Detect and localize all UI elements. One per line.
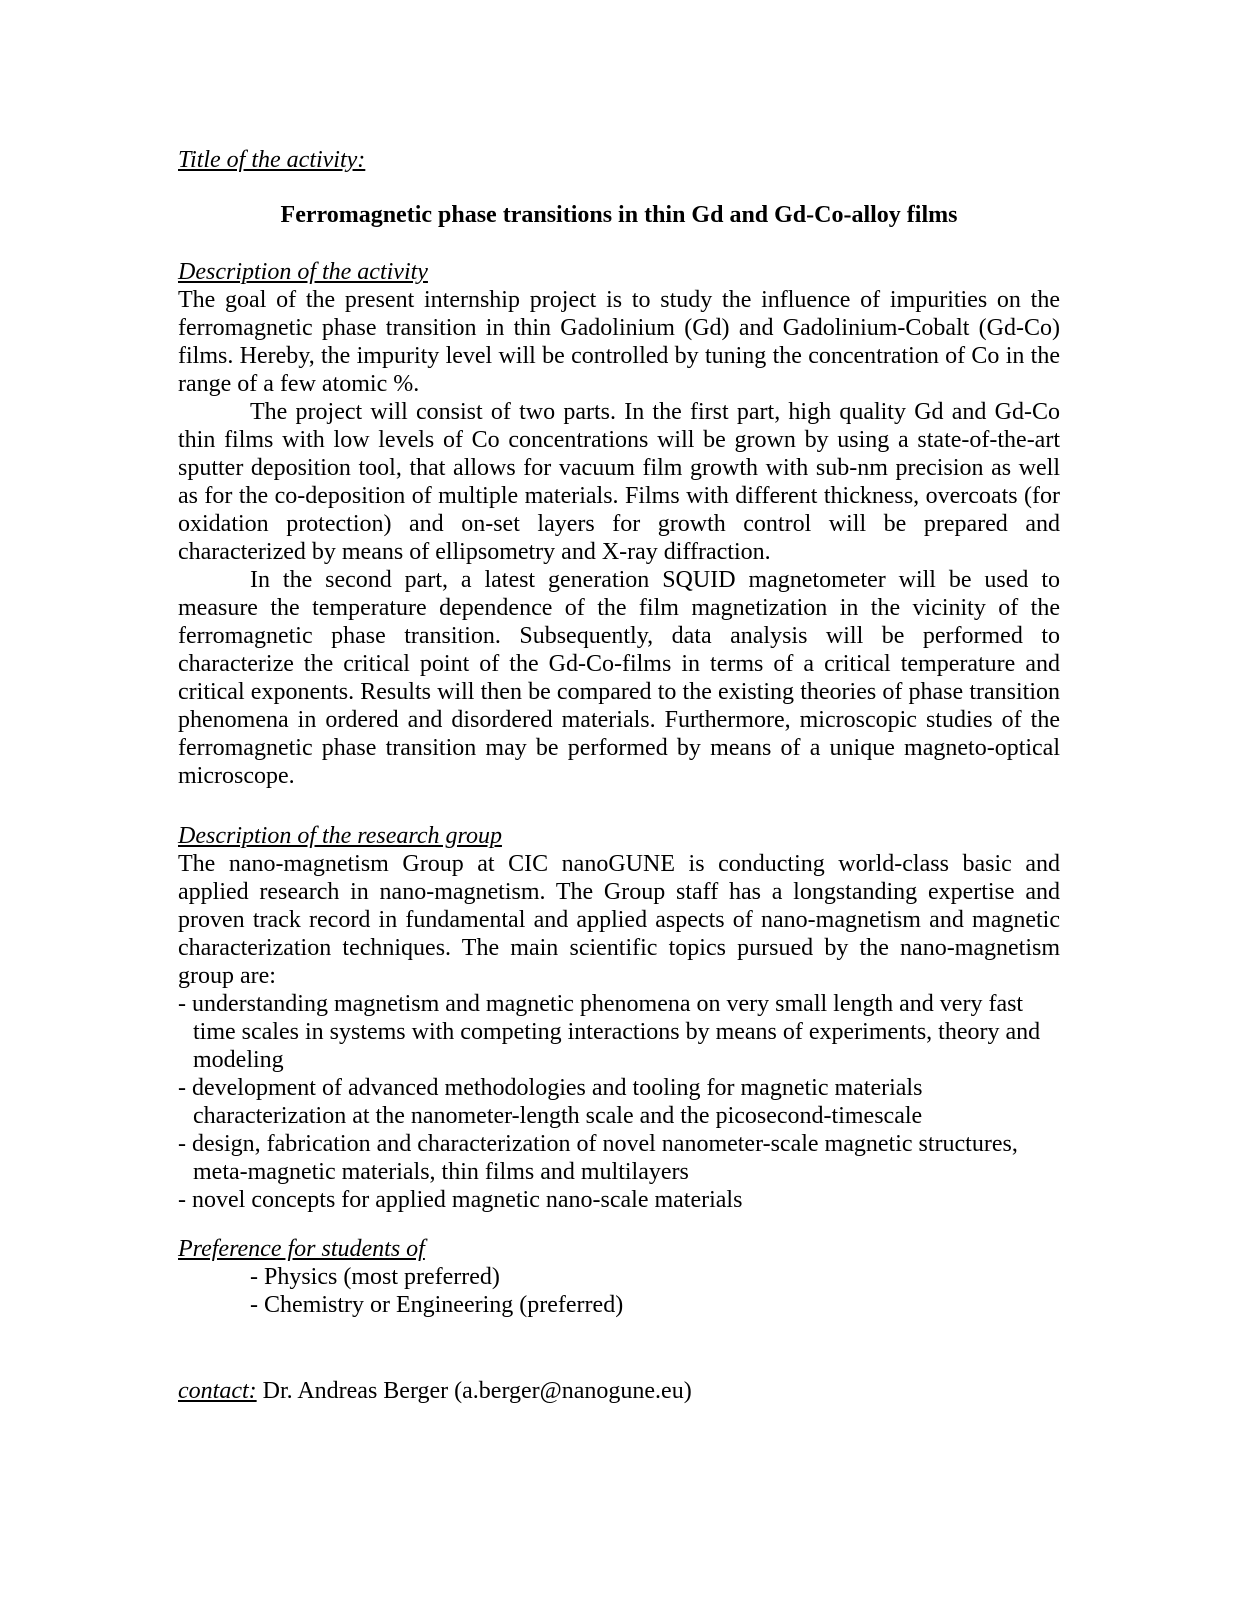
- research-group-intro-paragraph: The nano-magnetism Group at CIC nanoGUNE is conducting world-class basic and applied research in nano-magnetism. The Group staff has a longstanding expertise and proven track record in fundamental and applied aspects of nano-magnetism and magnetic characterization techniques. The main scientific topics pursued by the nano-magnetism group are:: [178, 851, 1060, 989]
- preference-list: [178, 1263, 1060, 1319]
- description-of-activity-heading: Description of the activity: [178, 259, 428, 285]
- activity-paragraph-1: The goal of the present internship project is to study the influence of impurities on the ferromagnetic phase transition in thin Gadolinium (Gd) and Gadolinium-Cobalt (Gd-Co) films. Hereby, the impurity level will be controlled by tuning the concentration of Co in the range of a few atomic %.: [178, 287, 1060, 397]
- title-of-activity-label: Title of the activity:: [178, 147, 366, 173]
- activity-paragraph-2: The project will consist of two parts. In the first part, high quality Gd and Gd-Co thin films with low levels of Co concentrations will be grown by using a state-of-the-art sputter deposition tool, that allows for vacuum film growth with sub-nm precision as well as for the co-deposition of multiple materials. Films with different thickness, overcoats (for oxidation protection) and on-set layers for growth control will be prepared and characterized by means of ellipsometry and X-ray diffraction.: [178, 399, 1060, 565]
- research-topic-item: - understanding magnetism and magnetic phenomena on very small length and very fast time scales in systems with competing interactions by means of experiments, theory and modeling: [178, 991, 1041, 1073]
- preference-item: - Physics (most preferred): [250, 1264, 500, 1290]
- preference-item: - Chemistry or Engineering (preferred): [250, 1292, 624, 1318]
- contact-line: [178, 1377, 1060, 1405]
- description-of-research-group-heading: Description of the research group: [178, 823, 502, 849]
- contact-value: Dr. Andreas Berger (a.berger@nanogune.eu): [262, 1378, 692, 1404]
- contact-label: contact:: [178, 1378, 257, 1404]
- activity-main-title: Ferromagnetic phase transitions in thin Gd and Gd-Co-alloy films: [280, 202, 958, 228]
- preference-for-students-heading: Preference for students of: [178, 1236, 425, 1262]
- research-topics-list: [178, 990, 1060, 1214]
- activity-paragraph-3: In the second part, a latest generation SQUID magnetometer will be used to measure the temperature dependence of the film magnetization in the vicinity of the ferromagnetic phase transition. Subsequently, data analysis will be performed to characterize the critical point of the Gd-Co-films in terms of a critical temperature and critical exponents. Results will then be compared to the existing theories of phase transition phenomena in ordered and disordered materials. Furthermore, microscopic studies of the ferromagnetic phase transition may be performed by means of a unique magneto-optical microscope.: [178, 567, 1060, 789]
- research-topic-item: - novel concepts for applied magnetic nano-scale materials: [178, 1187, 743, 1213]
- research-topic-item: - design, fabrication and characterization of novel nanometer-scale magnetic structures, meta-magnetic materials, thin films and multilayers: [178, 1131, 1018, 1185]
- research-topic-item: - development of advanced methodologies and tooling for magnetic materials characterization at the nanometer-length scale and the picosecond-timescale: [178, 1075, 923, 1129]
